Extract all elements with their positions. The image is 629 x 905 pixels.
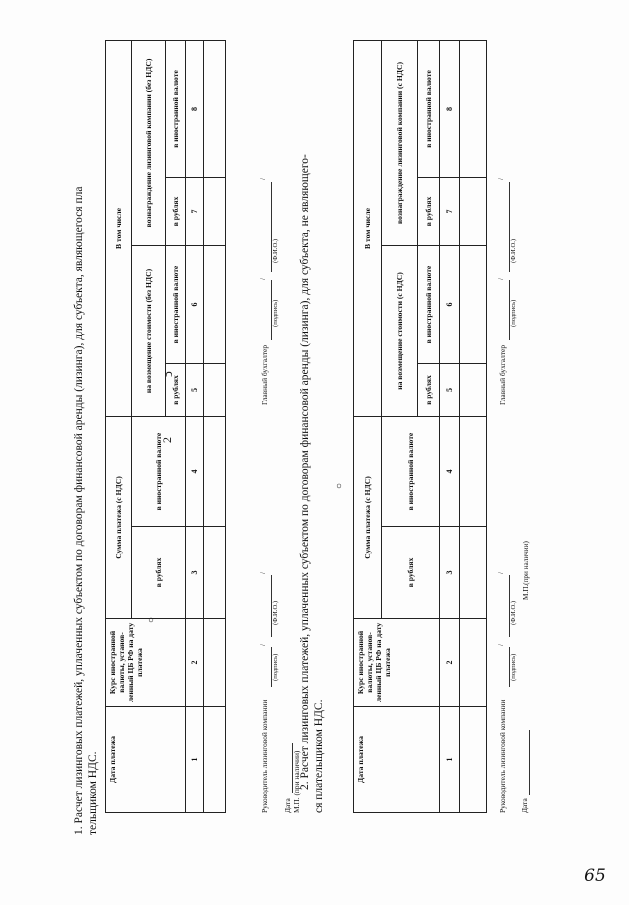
header-fee: вознаграждение лизинговой компании (с НДС) — [382, 40, 418, 245]
fio-label: (Ф.И.О.) — [510, 238, 517, 263]
header-date: Дата платежа — [354, 707, 440, 813]
handwritten-number: 65 — [584, 866, 606, 887]
header-fee-fx: в иностранной валюте — [166, 40, 186, 177]
slash: / — [258, 277, 267, 280]
header-sum: Сумма платежа (с НДС) — [106, 417, 132, 619]
header-sum-fx: в иностранной валюте — [132, 417, 186, 527]
fio-label: (Ф.И.О.) — [510, 600, 517, 625]
section1-title-line1: 1. Расчет лизинговых платежей, уплаченных субъектом по договорам финансовой аренды (лизинга), для субъекта, являющегося пла — [73, 186, 85, 835]
accountant-label-2: Главный бухгалтер — [498, 344, 507, 405]
head-label-2: Руководитель лизинговой компании — [498, 699, 507, 813]
table-cell — [460, 417, 487, 527]
table-cell — [460, 527, 487, 619]
column-number: 1 — [440, 707, 460, 813]
table-cell — [204, 246, 226, 364]
scan-mark: ↄ — [160, 371, 175, 377]
section1-title-line2: тельщиком НДС. — [87, 751, 99, 835]
header-fee-rub: в рублях — [418, 178, 440, 246]
column-number: 8 — [186, 40, 204, 177]
header-fee-rub: в рублях — [166, 178, 186, 246]
header-date: Дата платежа — [106, 707, 186, 813]
table-cell — [204, 178, 226, 246]
header-cost: на возмещение стоимости (с НДС) — [382, 246, 418, 417]
column-number: 4 — [186, 417, 204, 527]
table-cell — [460, 707, 487, 813]
fio-label: (Ф.И.О.) — [272, 600, 279, 625]
punch-hole-mark: ○ — [146, 616, 157, 623]
table-cell — [460, 364, 487, 417]
column-number: 7 — [440, 178, 460, 246]
header-fee-fx: в иностранной валюте — [418, 40, 440, 177]
slash: / — [496, 177, 505, 180]
date-label-2: Дата — [520, 798, 529, 813]
header-fee: вознаграждение лизинговой компании (без НДС) — [132, 40, 166, 245]
podpis-label: (подпись) — [510, 299, 517, 327]
header-cost-rub: в рублях — [418, 364, 440, 417]
column-number: 6 — [186, 246, 204, 364]
column-number: 4 — [440, 417, 460, 527]
header-cost: на возмещение стоимости (без НДС) — [132, 246, 166, 417]
slash: / — [496, 643, 505, 646]
header-including: В том числе — [106, 40, 132, 416]
podpis-label: (подпись) — [510, 653, 517, 681]
header-rate: Курс иностранной валюты, установ-ленный ЦБ РФ на дату платежа — [354, 619, 440, 707]
table-cell — [460, 619, 487, 707]
table-cell — [204, 707, 226, 813]
column-number: 5 — [440, 364, 460, 417]
table-cell — [204, 619, 226, 707]
slash: / — [258, 571, 267, 574]
header-cost-rub: в рублях — [166, 364, 186, 417]
header-sum-fx: в иностранной валюте — [382, 417, 440, 527]
slash: / — [258, 643, 267, 646]
mp-label-1: М.П. (при наличии) — [292, 750, 301, 813]
podpis-label: (подпись) — [272, 299, 279, 327]
column-number: 2 — [440, 619, 460, 707]
date-label-1: Дата — [283, 798, 292, 813]
table-cell — [204, 417, 226, 527]
section2-title-line2: ся плательщиком НДС. — [313, 699, 325, 813]
slash: / — [496, 277, 505, 280]
header-sum-rub: в рублях — [132, 527, 186, 619]
mp-label-2: М.П.(при наличии) — [522, 541, 530, 600]
slash: / — [496, 571, 505, 574]
column-number: 6 — [440, 246, 460, 364]
page-number: 2 — [160, 437, 174, 443]
fio-label: (Ф.И.О.) — [272, 238, 279, 263]
column-number: 2 — [186, 619, 204, 707]
column-number: 8 — [440, 40, 460, 177]
table-cell — [204, 527, 226, 619]
table-cell — [460, 40, 487, 177]
podpis-label: (подпись) — [272, 653, 279, 681]
header-sum-rub: в рублях — [382, 527, 440, 619]
table-cell — [460, 178, 487, 246]
slash: / — [258, 177, 267, 180]
table-cell — [204, 40, 226, 177]
punch-hole-mark: ○ — [334, 482, 345, 489]
column-number: 3 — [186, 527, 204, 619]
table-cell — [460, 246, 487, 364]
header-including: В том числе — [354, 40, 382, 416]
table-2 — [353, 40, 487, 813]
table-1 — [105, 40, 226, 813]
header-cost-fx: в иностранной валюте — [166, 246, 186, 364]
section2-title-line1: 2. Расчет лизинговых платежей, уплаченных субъектом по договорам финансовой аренды (лизинга), для субъекта, не являющего- — [299, 154, 311, 790]
column-number: 7 — [186, 178, 204, 246]
header-sum: Сумма платежа (с НДС) — [354, 417, 382, 619]
column-number: 1 — [186, 707, 204, 813]
column-number: 3 — [440, 527, 460, 619]
accountant-label-1: Главный бухгалтер — [260, 344, 269, 405]
table-cell — [204, 364, 226, 417]
column-number: 5 — [186, 364, 204, 417]
head-label-1: Руководитель лизинговой компании — [260, 699, 269, 813]
header-rate: Курс иностранной валюты, установ-ленный ЦБ РФ на дату платежа — [106, 619, 186, 707]
header-cost-fx: в иностранной валюте — [418, 246, 440, 364]
